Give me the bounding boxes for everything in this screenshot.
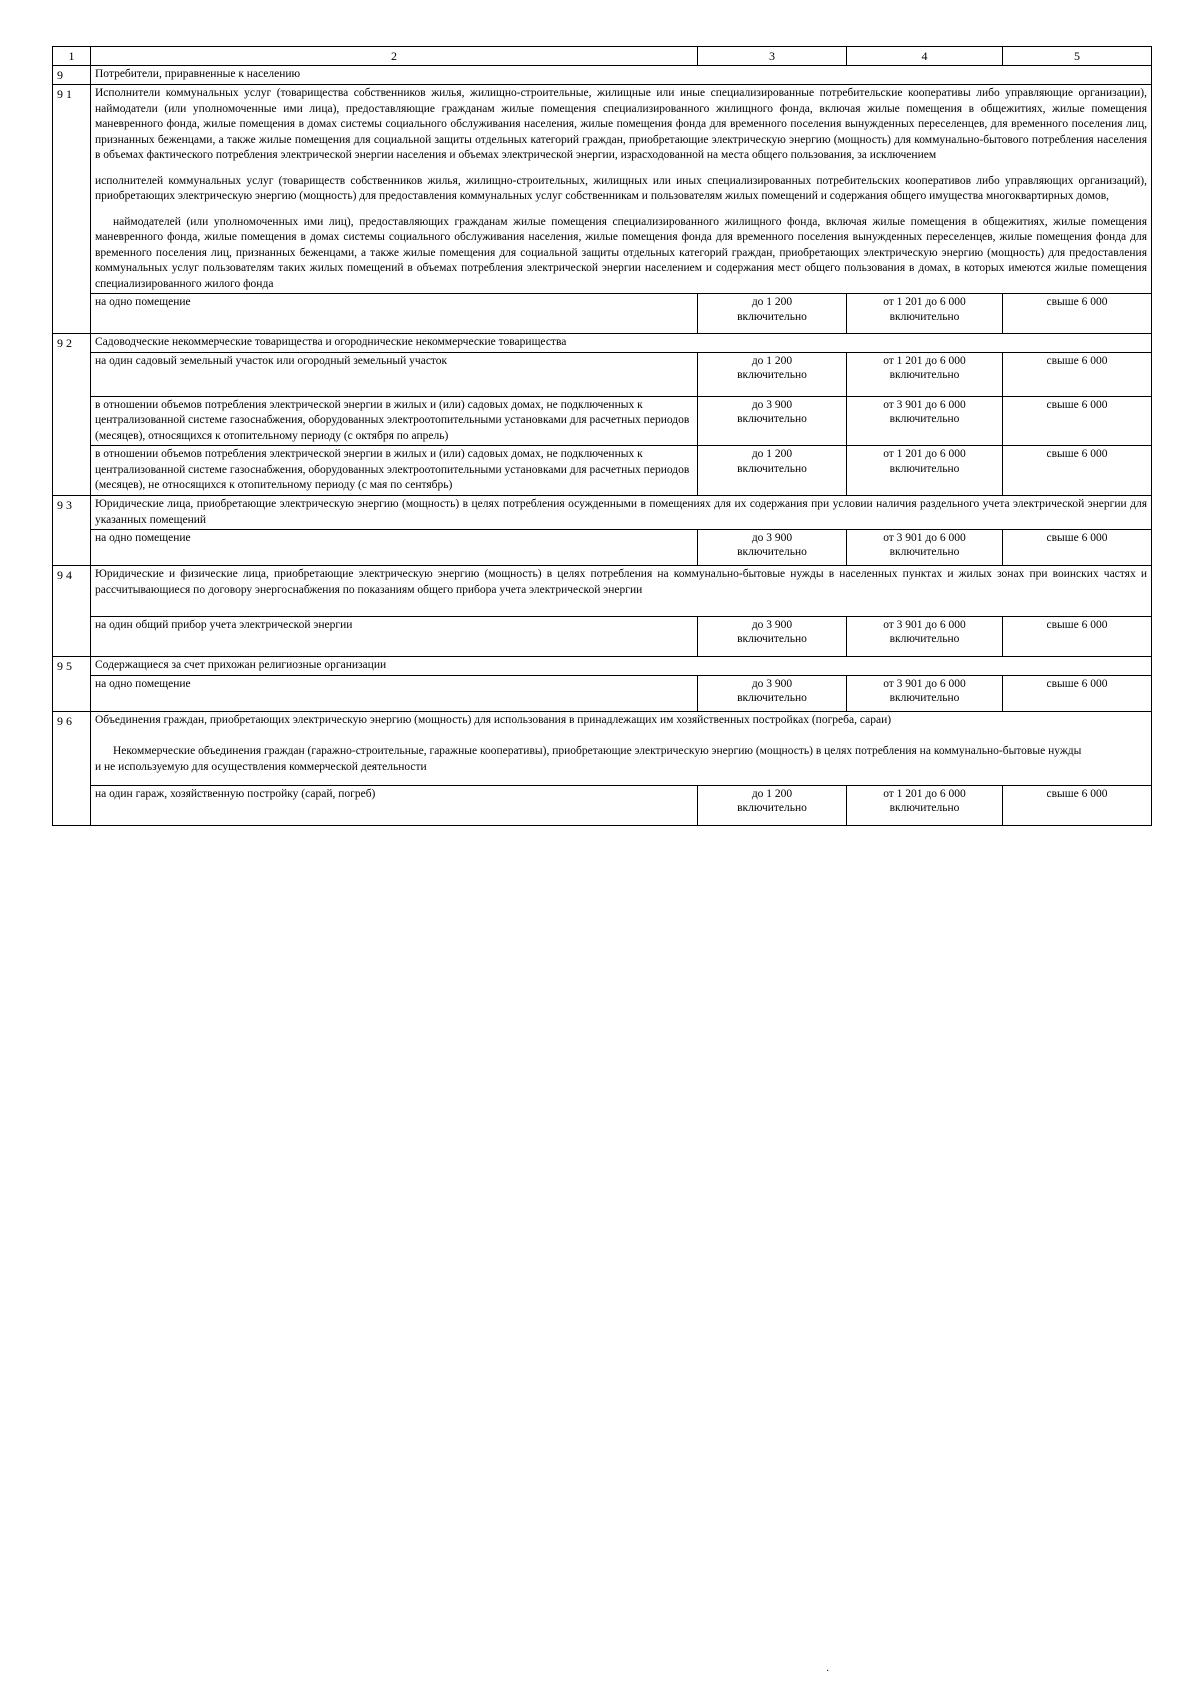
section-paragraph: Некоммерческие объединения граждан (гаражно-строительные, гаражные кооперативы), приобретающие электрическую энергию (мощность) в целях потребления на коммунально-бытовые нужды и не используемую для осуществления коммерческой деятельности xyxy=(95,745,1082,773)
section-9-5-title-row xyxy=(53,657,1152,676)
section-9-4-title-row xyxy=(53,566,1152,617)
section-9-6-title: Объединения граждан, приобретающих электрическую энергию (мощность) для использования в принадлежащих им хозяйственных постройках (погреба, сараи) xyxy=(95,713,892,726)
range-low: до 3 900 включительно xyxy=(698,617,847,657)
row-number: 9 4 xyxy=(53,566,91,657)
range-low: до 1 200 включительно xyxy=(698,446,847,496)
table-row xyxy=(53,352,1152,396)
section-paragraph: Исполнители коммунальных услуг (товарищества собственников жилья, жилищно-строительные, жилищные или иные специализированные потребительские кооперативы либо управляющие организации), наймодатели (или уполномоченные ими лица), предоставляющие гражданам жилые помещения специализированного жилищного фонда, включая жилые помещения в общежитиях, жилые помещения маневренного фонда, жилые помещения в домах системы социального обслуживания населения, жилые помещения фонда для временного поселения вынужденных переселенцев, для временного поселения лиц, признанных беженцами, а также жилые помещения для социальной защиты отдельных категорий граждан, приобретающие электрическую энергию (мощность) для коммунально-бытового потребления населения в объемах фактического потребления электрической энергии населения и объемах электрической энергии, израсходованной на места общего пользования, за исключением xyxy=(95,87,1147,162)
section-9-5-title: Содержащиеся за счет прихожан религиозные организации xyxy=(91,657,1152,676)
row-label: на одно помещение xyxy=(91,530,698,566)
range-mid: от 3 901 до 6 000 включительно xyxy=(847,396,1003,446)
range-mid: от 1 201 до 6 000 включительно xyxy=(847,352,1003,396)
table-row xyxy=(53,446,1152,496)
range-high: свыше 6 000 xyxy=(1003,786,1152,826)
range-high: свыше 6 000 xyxy=(1003,446,1152,496)
section-9-2-title-row xyxy=(53,334,1152,353)
row-number: 9 5 xyxy=(53,657,91,712)
group-title-row xyxy=(53,66,1152,85)
row-label: в отношении объемов потребления электрической энергии в жилых и (или) садовых домах, не подключенных к централизованной системе газоснабжения, оборудованных электроотопительными установками для расчетных периодов (месяцев), относящихся к отопительному периоду (с октября по апрель) xyxy=(91,396,698,446)
range-mid: от 1 201 до 6 000 включительно xyxy=(847,786,1003,826)
row-label: на один гараж, хозяйственную постройку (сарай, погреб) xyxy=(91,786,698,826)
section-paragraph: наймодателей (или уполномоченных ими лиц), предоставляющих гражданам жилые помещения специализированного жилищного фонда, включая жилые помещения в общежитиях, жилые помещения маневренного фонда, жилые помещения в домах системы социального обслуживания населения, жилые помещения фонда для временного поселения вынужденных переселенцев, жилые помещения фонда для временного поселения лиц, признанных беженцами, а также жилые помещения для социальной защиты отдельных категорий граждан, приобретающих электрическую энергию (мощность) для предоставления коммунальных услуг пользователям таких жилых помещений в объемах потребления электрической энергии населением и содержания мест общего пользования в домах, в которых имеются жилые помещения специализированного жилого фонда xyxy=(95,215,1147,290)
range-low: до 1 200 включительно xyxy=(698,294,847,334)
row-label: на одно помещение xyxy=(91,675,698,711)
tariff-table xyxy=(52,46,1152,826)
row-label: на одно помещение xyxy=(91,294,698,334)
column-number: 1 xyxy=(53,47,91,66)
range-mid: от 3 901 до 6 000 включительно xyxy=(847,530,1003,566)
table-row xyxy=(53,396,1152,446)
column-number: 4 xyxy=(847,47,1003,66)
column-number: 3 xyxy=(698,47,847,66)
section-9-3-title: Юридические лица, приобретающие электрическую энергию (мощность) в целях потребления осужденными в помещениях для их содержания при условии наличия раздельного учета электрической энергии для указанных помещений xyxy=(91,495,1152,529)
page-mark: · xyxy=(826,1666,830,1677)
section-9-4-title: Юридические и физические лица, приобретающие электрическую энергию (мощность) в целях потребления на коммунально-бытовые нужды в населенных пунктах и жилых зонах при воинских частях и рассчитывающиеся по договору энергоснабжения по показаниям общего прибора учета электрической энергии xyxy=(91,566,1152,617)
range-low: до 3 900 включительно xyxy=(698,396,847,446)
range-high: свыше 6 000 xyxy=(1003,530,1152,566)
section-9-6-description xyxy=(91,711,1152,786)
range-high: свыше 6 000 xyxy=(1003,617,1152,657)
range-mid: от 3 901 до 6 000 включительно xyxy=(847,675,1003,711)
row-label: в отношении объемов потребления электрической энергии в жилых и (или) садовых домах, не подключенных к централизованной системе газоснабжения, оборудованных электроотопительными установками для расчетных периодов (месяцев), не относящихся к отопительному периоду (с мая по сентябрь) xyxy=(91,446,698,496)
row-number: 9 xyxy=(53,66,91,85)
table-row xyxy=(53,294,1152,334)
row-number: 9 1 xyxy=(53,85,91,334)
group-title: Потребители, приравненные к населению xyxy=(91,66,1152,85)
range-mid: от 1 201 до 6 000 включительно xyxy=(847,446,1003,496)
range-low: до 3 900 включительно xyxy=(698,530,847,566)
row-label: на один садовый земельный участок или огородный земельный участок xyxy=(91,352,698,396)
range-high: свыше 6 000 xyxy=(1003,396,1152,446)
section-9-3-title-row xyxy=(53,495,1152,529)
section-9-1-text-row xyxy=(53,85,1152,294)
section-9-6-title-row xyxy=(53,711,1152,786)
section-paragraph: исполнителей коммунальных услуг (товариществ собственников жилья, жилищно-строительных, жилищных или иных специализированных потребительских кооперативов либо управляющих организаций), приобретающих электрическую энергию (мощность) для предоставления коммунальных услуг собственникам и пользователям жилых помещений и содержания общего имущества многоквартирных домов, xyxy=(95,174,1147,203)
tariff-table-sheet xyxy=(52,46,1151,826)
range-mid: от 1 201 до 6 000 включительно xyxy=(847,294,1003,334)
row-label: на один общий прибор учета электрической энергии xyxy=(91,617,698,657)
section-9-2-title: Садоводческие некоммерческие товарищества и огороднические некоммерческие товарищества xyxy=(91,334,1152,353)
table-row xyxy=(53,675,1152,711)
row-number: 9 3 xyxy=(53,495,91,565)
range-low: до 3 900 включительно xyxy=(698,675,847,711)
column-number: 5 xyxy=(1003,47,1152,66)
column-number-row xyxy=(53,47,1152,66)
range-high: свыше 6 000 xyxy=(1003,352,1152,396)
row-number: 9 2 xyxy=(53,334,91,496)
table-row xyxy=(53,617,1152,657)
column-number: 2 xyxy=(91,47,698,66)
range-high: свыше 6 000 xyxy=(1003,675,1152,711)
section-9-1-description xyxy=(91,85,1152,294)
range-mid: от 3 901 до 6 000 включительно xyxy=(847,617,1003,657)
range-low: до 1 200 включительно xyxy=(698,786,847,826)
row-number: 9 6 xyxy=(53,711,91,826)
table-row xyxy=(53,530,1152,566)
range-low: до 1 200 включительно xyxy=(698,352,847,396)
table-row xyxy=(53,786,1152,826)
range-high: свыше 6 000 xyxy=(1003,294,1152,334)
